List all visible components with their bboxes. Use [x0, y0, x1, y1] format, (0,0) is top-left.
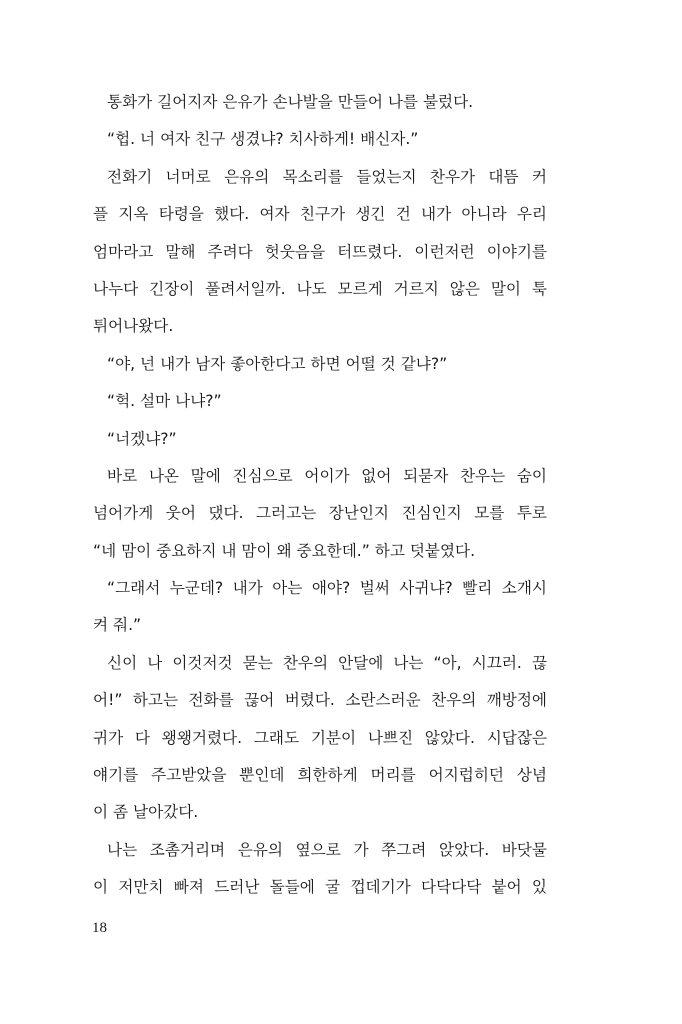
text-line: 나누다 긴장이 풀려서일까. 나도 모르게 거르지 않은 말이 툭	[93, 279, 547, 298]
text-line: 튀어나왔다.	[93, 317, 174, 336]
text-line: 바로 나온 말에 진심으로 어이가 없어 되묻자 찬우는 숨이	[107, 466, 547, 485]
text-line: “그래서 누군데? 내가 아는 애야? 벌써 사귀냐? 빨리 소개시	[107, 579, 547, 598]
text-line: 이 좀 날아갔다.	[93, 803, 199, 822]
text-line: 엄마라고 말해 주려다 헛웃음을 터뜨렸다. 이런저런 이야기를	[93, 242, 547, 261]
text-line: “헉. 설마 나냐?”	[107, 392, 222, 411]
text-line: “야, 넌 내가 남자 좋아한다고 하면 어떨 것 같냐?”	[107, 354, 448, 373]
body-text	[93, 84, 547, 907]
text-line: 나는 조촘거리며 은유의 옆으로 가 쭈그려 앉았다. 바닷물	[107, 840, 547, 859]
text-line: 얘기를 주고받았을 뿐인데 희한하게 머리를 어지럽히던 상념	[93, 766, 547, 785]
text-line: 신이 나 이것저것 묻는 찬우의 안달에 나는 “아, 시끄러. 끊	[107, 653, 547, 672]
text-line: 넘어가게 웃어 댔다. 그러고는 장난인지 진심인지 모를 투로	[93, 504, 547, 523]
text-line: “너겠냐?”	[107, 429, 177, 448]
text-line: 귀가 다 왱왱거렸다. 그래도 기분이 나쁘진 않았다. 시답잖은	[93, 728, 547, 747]
text-line: 통화가 길어지자 은유가 손나발을 만들어 나를 불렀다.	[107, 93, 474, 111]
text-line: “네 맘이 중요하지 내 맘이 왜 중요한데.” 하고 덧붙였다.	[93, 541, 476, 560]
text-line: 이 저만치 빠져 드러난 돌들에 굴 껍데기가 다닥다닥 붙어 있	[93, 878, 547, 897]
text-line: 켜 줘.”	[93, 616, 142, 635]
page-number: 18	[92, 920, 107, 936]
text-line: 전화기 너머로 은유의 목소리를 들었는지 찬우가 대뜸 커	[107, 167, 547, 186]
text-line: “헙. 너 여자 친구 생겼냐? 치사하게! 배신자.”	[107, 130, 419, 149]
text-line: 어!” 하고는 전화를 끊어 버렸다. 소란스러운 찬우의 깨방정에	[93, 691, 547, 710]
text-line: 플 지옥 타령을 했다. 여자 친구가 생긴 건 내가 아니라 우리	[93, 205, 547, 224]
